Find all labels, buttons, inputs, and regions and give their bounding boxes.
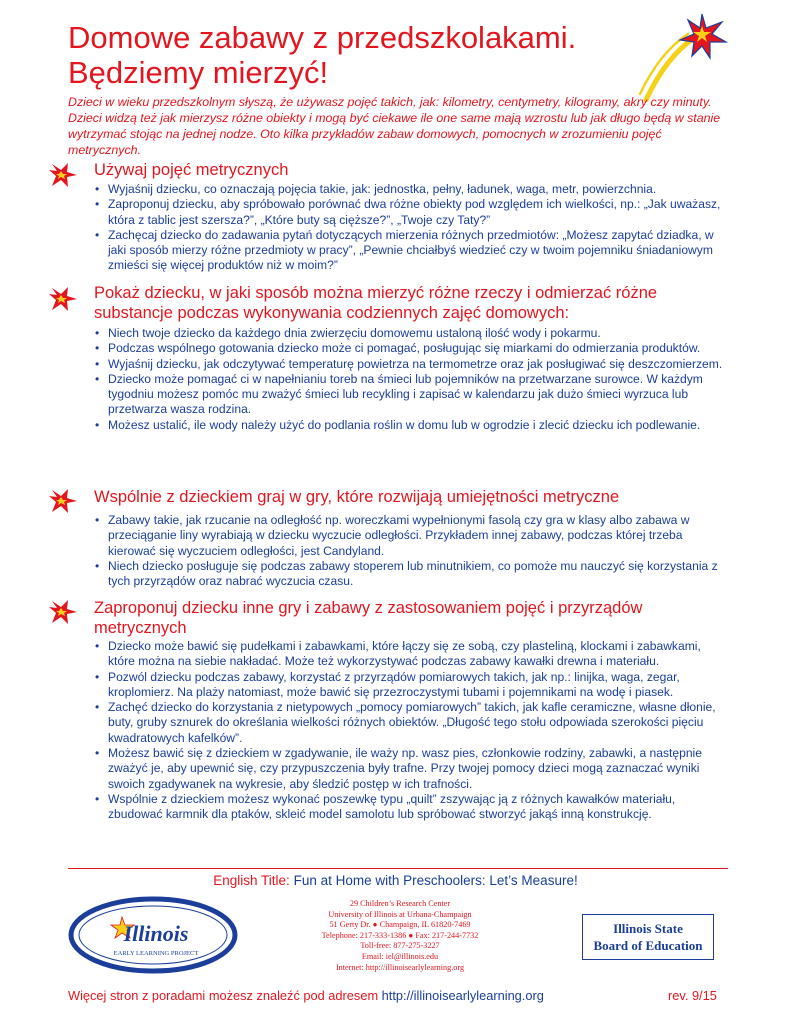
shooting-star-icon xyxy=(636,12,728,104)
star-icon xyxy=(48,162,78,188)
english-title-label: English Title: xyxy=(213,873,290,888)
contact-line: 51 Gerty Dr. ● Champaign, IL 61820-7469 xyxy=(329,920,471,930)
isbe-logo xyxy=(582,914,714,960)
contact-block xyxy=(290,899,510,973)
contact-line: 29 Children’s Research Center xyxy=(349,899,451,908)
contact-line: University of Illinois at Urbana-Champaign xyxy=(328,909,472,919)
list-item: • Dziecko może pomagać ci w napełnianiu toreb na śmieci lub pojemników na przetwarzane surowce. W każdym tygodniu możesz pomóc mu zważyć śmieci lub recykling i zapisać w kalendarzu jak dużo śmieci wyrzuca lub przetwarza wasza rodzina. xyxy=(94,372,724,418)
intro-paragraph: Dzieci w wieku przedszkolnym słyszą, że używasz pojęć takich, jak: kilometry, centymetry, kilogramy, akry czy minuty. Dzieci widzą też jak mierzysz różne obiekty i mogą być ciekawe ile one same mają wzrostu lub jak długo będą w stanie wytrzymać stojąc na jednej nodze. Oto kilka przykładów zabaw domowych, pomocnych w zrozumieniu pojęć metrycznych. xyxy=(68,95,721,157)
section-title: Pokaż dziecku, w jaki sposób można mierzyć różne rzeczy i odmierzać różne substancje podczas wykonywania codziennych zajęć domowych: xyxy=(94,284,658,322)
list-item: • Zachęcaj dziecko do zadawania pytań dotyczących mierzenia różnych przedmiotów: „Możesz zapytać dziadka, w jaki sposób mierzy różne przedmioty w pracy”, „Pewnie chciałbyś wiedzieć czy w twoim pojemniku śniadaniowym zmieści się więcej produktów niż w moim?” xyxy=(94,228,724,274)
logo-subtitle: EARLY LEARNING PROJECT xyxy=(113,950,199,957)
list-item: • Wspólnie z dzieckiem możesz wykonać poszewkę typu „quilt” zszywając ją z różnych kawałków materiału, zbudować karmnik dla ptaków, skleić model samolotu lub spróbować stworzyć jakąś inną konstrukcję. xyxy=(94,792,724,823)
list-item: • Zachęć dziecko do korzystania z nietypowych „pomocy pomiarowych” takich, jak kafle ceramiczne, własne dłonie, buty, gruby sznurek do określania wielkości różnych obiektów. „Długość tego stołu odpowiada szerokości pięciu kwadratowych kafelków”. xyxy=(94,700,724,746)
section-title: Używaj pojęć metrycznych xyxy=(94,161,289,179)
list-item: • Wyjaśnij dziecku, co oznaczają pojęcia takie, jak: jednostka, pełny, ładunek, waga, metr, powierzchnia. xyxy=(94,182,724,197)
section-title: Wspólnie z dzieckiem graj w gry, które rozwijają umiejętności metryczne xyxy=(94,488,620,506)
list-item: • Zaproponuj dziecku, aby spróbowało porównać dwa różne obiekty pod względem ich wielkości, np.: „Jak uważasz, która z tablic jest szersza?”, „Które buty są cięższe?”, „Twoje czy Taty?” xyxy=(94,197,724,228)
page-title xyxy=(68,20,628,90)
isbe-line-1: Illinois State xyxy=(613,921,683,936)
list-item: • Wyjaśnij dziecku, jak odczytywać temperaturę powietrza na termometrze oraz jak posługiwać się deszczomierzem. xyxy=(94,357,724,372)
star-icon xyxy=(48,488,78,514)
bullet-list xyxy=(94,639,724,823)
list-item: • Niech dziecko posługuje się podczas zabawy stoperem lub minutnikiem, co pomoże mu nauczyć się korzystania z tych przyrządów oraz nabrać wyczucia czasu. xyxy=(94,559,724,590)
revision-label: rev. 9/15 xyxy=(668,988,717,1003)
list-item: • Pozwól dziecku podczas zabawy, korzystać z przyrządów pomiarowych takich, jak np.: linijka, waga, zegar, kroplomierz. Na plaży natomiast, może bawić się przezroczystymi tubami i pojemnikami na wodę i piasek. xyxy=(94,670,724,701)
footer-divider xyxy=(68,868,728,869)
list-item: • Możesz bawić się z dzieckiem w zgadywanie, ile waży np. wasz pies, członkowie rodziny, zabawki, a następnie zważyć je, aby upewnić się, czy przypuszczenia były trafne. Przy twojej pomocy dzieci mogą zaznaczać wyniki swoich zgadywanek na wykresie, aby śledzić postęp w ich trafności. xyxy=(94,746,724,792)
bullet-list xyxy=(94,513,724,589)
more-pages-link[interactable]: http://illinoisearlylearning.org xyxy=(381,988,544,1003)
bullet-list xyxy=(94,182,724,274)
list-item: • Zabawy takie, jak rzucanie na odległość np. woreczkami wypełnionymi fasolą czy gra w klasy albo zabawa w przeciąganie liny wyrabiają w dziecku wyczucie odległości. Przykładem innej zabawy, podczas której trzeba kierować się wyczuciem odległości, jest Candyland. xyxy=(94,513,724,559)
more-pages-text: Więcej stron z poradami możesz znaleźć pod adresem xyxy=(68,988,379,1003)
star-icon xyxy=(48,286,78,312)
title-line-2: Będziemy mierzyć! xyxy=(68,55,329,90)
title-line-1: Domowe zabawy z przedszkolakami. xyxy=(68,20,577,55)
isbe-line-2: Board of Education xyxy=(593,938,703,953)
english-title xyxy=(0,873,791,888)
bullet-list xyxy=(94,326,724,433)
contact-line: Telephone: 217-333-1386 ● Fax: 217-244-7732 xyxy=(321,930,479,940)
list-item: • Możesz ustalić, ile wody należy użyć do podlania roślin w domu lub w ogrodzie i zlecić dziecku ich podlewanie. xyxy=(94,418,724,433)
contact-email[interactable]: Email: iel@illinois.edu xyxy=(361,951,439,961)
contact-website[interactable]: Internet: http://illinoisearlylearning.org xyxy=(335,962,465,972)
logo-name: Illinois xyxy=(123,921,189,946)
list-item: • Dziecko może bawić się pudełkami i zabawkami, które łączy się ze sobą, czy plasteliną, klockami i zabawkami, które można na siebie nakładać. Może też wykorzystywać podczas zabawy kawałki drewna i materiału. xyxy=(94,639,724,670)
illinois-elp-logo xyxy=(68,895,238,975)
more-pages-note xyxy=(68,988,544,1003)
section-title: Zaproponuj dziecku inne gry i zabawy z zastosowaniem pojęć i przyrządów metrycznych xyxy=(94,599,643,637)
list-item: • Niech twoje dziecko da każdego dnia zwierzęciu domowemu ustaloną ilość wody i pokarmu. xyxy=(94,326,724,341)
contact-line: Toll-free: 877-275-3227 xyxy=(360,941,440,951)
list-item: • Podczas wspólnego gotowania dziecko może ci pomagać, posługując się miarkami do odmierzania produktów. xyxy=(94,341,724,356)
english-title-value: Fun at Home with Preschoolers: Let’s Measure! xyxy=(293,873,578,888)
star-icon xyxy=(48,599,78,625)
